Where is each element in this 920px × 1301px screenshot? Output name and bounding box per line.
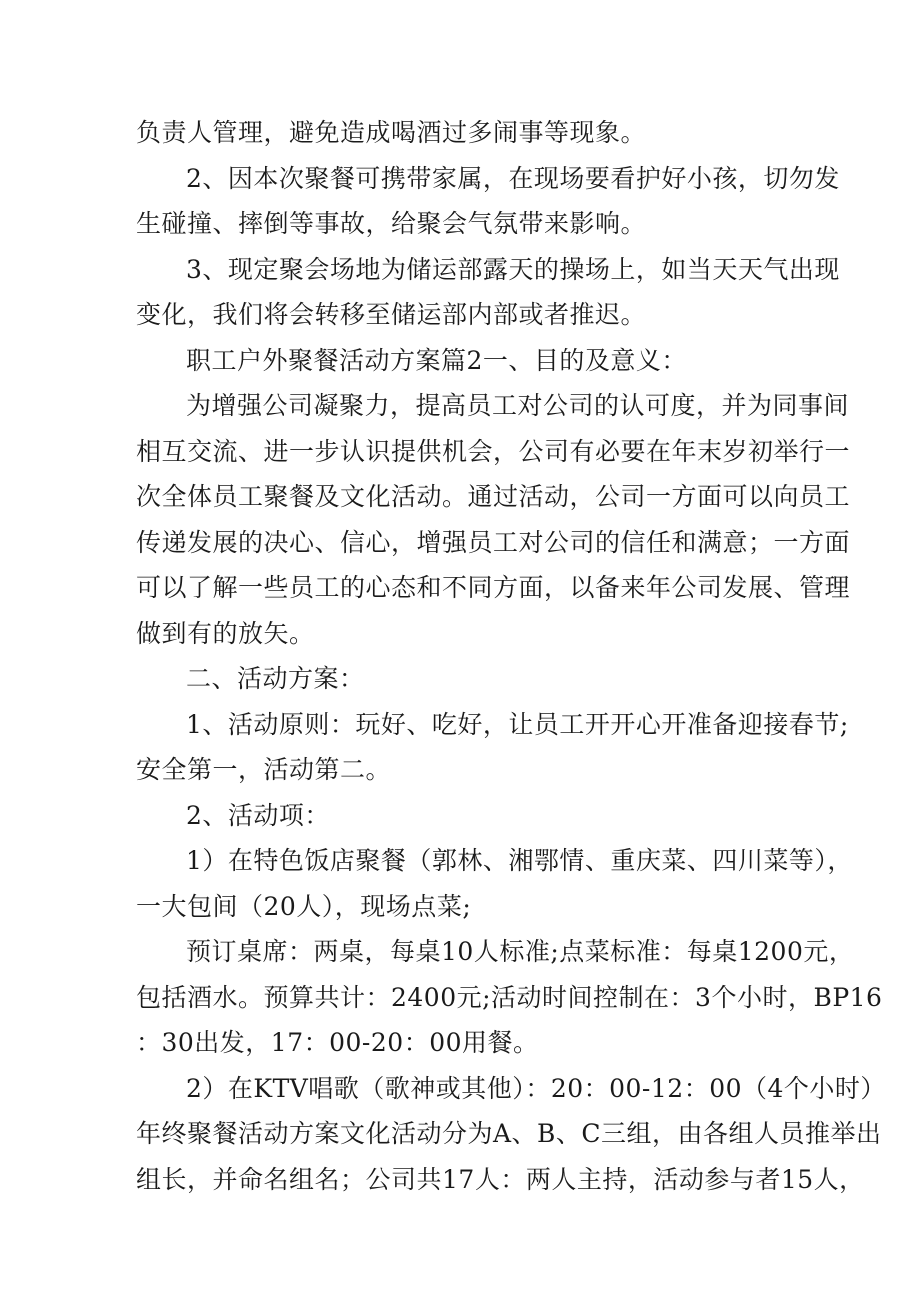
text-line-9: 次全体员工聚餐及文化活动。通过活动，公司一方面可以向员工	[136, 482, 851, 511]
text-line-24: 组长，并命名组名；公司共17人：两人主持，活动参与者15人，	[136, 1164, 865, 1194]
text-line-20: 包括酒水。预算共计：2400元;活动时间控制在：3个小时，BP16	[136, 982, 883, 1012]
text-line-6: 职工户外聚餐活动方案篇2一、目的及意义：	[186, 345, 687, 375]
text-line-14: 1、活动原则：玩好、吃好，让员工开开心开准备迎接春节;	[186, 709, 849, 739]
text-line-4: 3、现定聚会场地为储运部露天的操场上，如当天天气出现	[186, 254, 840, 284]
text-line-3: 生碰撞、摔倒等事故，给聚会气氛带来影响。	[136, 209, 647, 238]
text-line-23: 年终聚餐活动方案文化活动分为A、B、C三组，由各组人员推举出	[136, 1119, 882, 1148]
text-line-13: 二、活动方案：	[186, 664, 365, 693]
text-line-17: 1）在特色饭店聚餐（郭林、湘鄂情、重庆菜、四川菜等），	[186, 846, 853, 875]
text-line-18: 一大包间（20人），现场点菜;	[136, 891, 472, 921]
document-body	[136, 110, 886, 1202]
text-line-21: ：30出发，17：00-20：00用餐。	[136, 1028, 539, 1057]
text-line-12: 做到有的放矢。	[136, 618, 315, 648]
text-line-16: 2、活动项：	[186, 800, 330, 830]
text-line-11: 可以了解一些员工的心态和不同方面，以备来年公司发展、管理	[136, 573, 851, 602]
text-line-7: 为增强公司凝聚力，提高员工对公司的认可度，并为同事间	[186, 391, 850, 420]
text-line-22: 2）在KTV唱歌（歌神或其他）：20：00-12：00（4个小时）	[186, 1073, 886, 1103]
text-line-10: 传递发展的决心、信心，增强员工对公司的信任和满意；一方面	[136, 527, 851, 557]
text-line-15: 安全第一，活动第二。	[136, 755, 392, 784]
text-line-1: 负责人管理，避免造成喝酒过多闹事等现象。	[136, 118, 647, 147]
text-line-8: 相互交流、进一步认识提供机会，公司有必要在年末岁初举行一	[136, 436, 851, 466]
text-line-5: 变化，我们将会转移至储运部内部或者推迟。	[136, 300, 647, 329]
text-line-2: 2、因本次聚餐可携带家属，在现场要看护好小孩，切勿发	[186, 163, 840, 193]
text-line-19: 预订桌席：两桌，每桌10人标准;点菜标准：每桌1200元，	[186, 937, 855, 966]
